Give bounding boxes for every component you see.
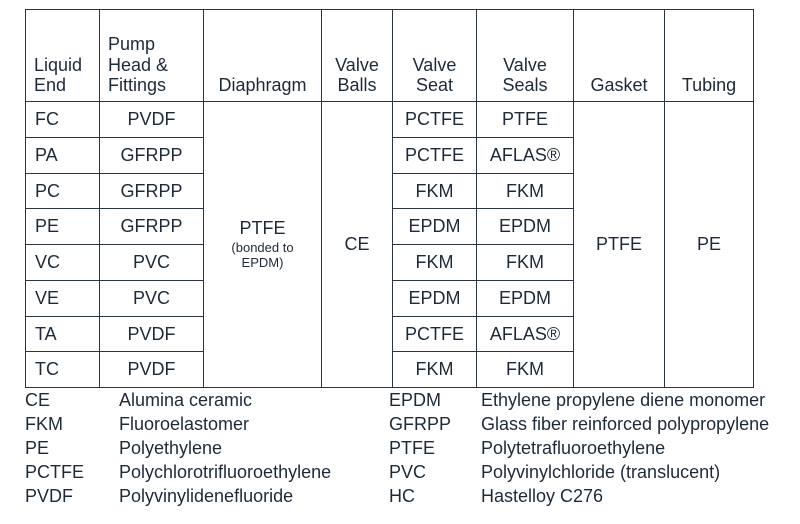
header-tubing: Tubing — [665, 10, 754, 102]
cell-pump-head: GFRPP — [100, 137, 204, 173]
header-row — [26, 10, 754, 102]
legend-definition: Hastelloy C276 — [481, 486, 604, 506]
cell-valve-seals: EPDM — [477, 209, 574, 245]
legend-abbreviation: PE — [25, 438, 50, 458]
cell-liquid-end: TA — [26, 316, 100, 352]
cell-liquid-end: PE — [26, 209, 100, 245]
cell-valve-seat: PCTFE — [393, 137, 477, 173]
legend-abbreviation: PVC — [389, 462, 427, 482]
cell-valve-seat: EPDM — [393, 280, 477, 316]
cell-pump-head: GFRPP — [100, 173, 204, 209]
cell-valve-seat: PCTFE — [393, 316, 477, 352]
cell-valve-seat: FKM — [393, 173, 477, 209]
legend-abbreviation: CE — [25, 390, 51, 410]
diaphragm-material: PTFE — [239, 218, 286, 239]
cell-liquid-end: TC — [26, 352, 100, 388]
cell-valve-seals: FKM — [477, 352, 574, 388]
cell-valve-seals: AFLAS® — [477, 316, 574, 352]
legend-abbreviation: GFRPP — [389, 414, 452, 434]
header-diaphragm: Diaphragm — [204, 10, 322, 102]
cell-valve-seat: EPDM — [393, 209, 477, 245]
legend-abbreviation: HC — [389, 486, 415, 506]
cell-liquid-end: VE — [26, 280, 100, 316]
legend-definition: Fluoroelastomer — [119, 414, 250, 434]
table-row — [26, 102, 754, 138]
legend-definition: Polyethylene — [119, 438, 223, 458]
header-valve-seat: Valve Seat — [393, 10, 477, 102]
cell-pump-head: PVDF — [100, 316, 204, 352]
abbreviation-legend — [25, 388, 795, 518]
cell-valve-seals: FKM — [477, 173, 574, 209]
cell-gasket: PTFE — [574, 102, 665, 388]
legend-definition: Glass fiber reinforced polypropylene — [481, 414, 770, 434]
cell-valve-seals: FKM — [477, 245, 574, 281]
cell-valve-seat: FKM — [393, 352, 477, 388]
cell-valve-seals: PTFE — [477, 102, 574, 138]
cell-liquid-end: PA — [26, 137, 100, 173]
header-valve-balls: Valve Balls — [322, 10, 393, 102]
cell-pump-head: PVC — [100, 280, 204, 316]
cell-valve-seals: AFLAS® — [477, 137, 574, 173]
legend-definition: Polytetrafluoroethylene — [481, 438, 666, 458]
cell-pump-head: PVC — [100, 245, 204, 281]
legend-definition: Alumina ceramic — [119, 390, 253, 410]
header-gasket: Gasket — [574, 10, 665, 102]
legend-definition: Ethylene propylene diene monomer — [481, 390, 766, 410]
legend-definition: Polyvinylidenefluoride — [119, 486, 294, 506]
legend-abbreviation: PVDF — [25, 486, 74, 506]
legend-abbreviation: PTFE — [389, 438, 436, 458]
cell-tubing: PE — [665, 102, 754, 388]
cell-diaphragm — [204, 102, 322, 388]
header-pump-head-fittings: Pump Head & Fittings — [100, 10, 204, 102]
diaphragm-note-line: EPDM) — [241, 254, 284, 270]
cell-pump-head: GFRPP — [100, 209, 204, 245]
legend-abbreviation: FKM — [25, 414, 63, 434]
cell-liquid-end: VC — [26, 245, 100, 281]
diaphragm-note-line: (bonded to — [231, 239, 294, 255]
cell-pump-head: PVDF — [100, 102, 204, 138]
cell-liquid-end: PC — [26, 173, 100, 209]
cell-valve-seals: EPDM — [477, 280, 574, 316]
legend-definition: Polyvinylchloride (translucent) — [481, 462, 721, 482]
cell-liquid-end: FC — [26, 102, 100, 138]
materials-table — [25, 9, 754, 388]
cell-valve-seat: FKM — [393, 245, 477, 281]
cell-pump-head: PVDF — [100, 352, 204, 388]
cell-valve-balls: CE — [322, 102, 393, 388]
header-valve-seals: Valve Seals — [477, 10, 574, 102]
legend-abbreviation: PCTFE — [25, 462, 85, 482]
header-liquid-end: Liquid End — [26, 10, 100, 102]
cell-valve-seat: PCTFE — [393, 102, 477, 138]
legend-definition: Polychlorotrifluoroethylene — [119, 462, 332, 482]
legend-abbreviation: EPDM — [389, 390, 442, 410]
